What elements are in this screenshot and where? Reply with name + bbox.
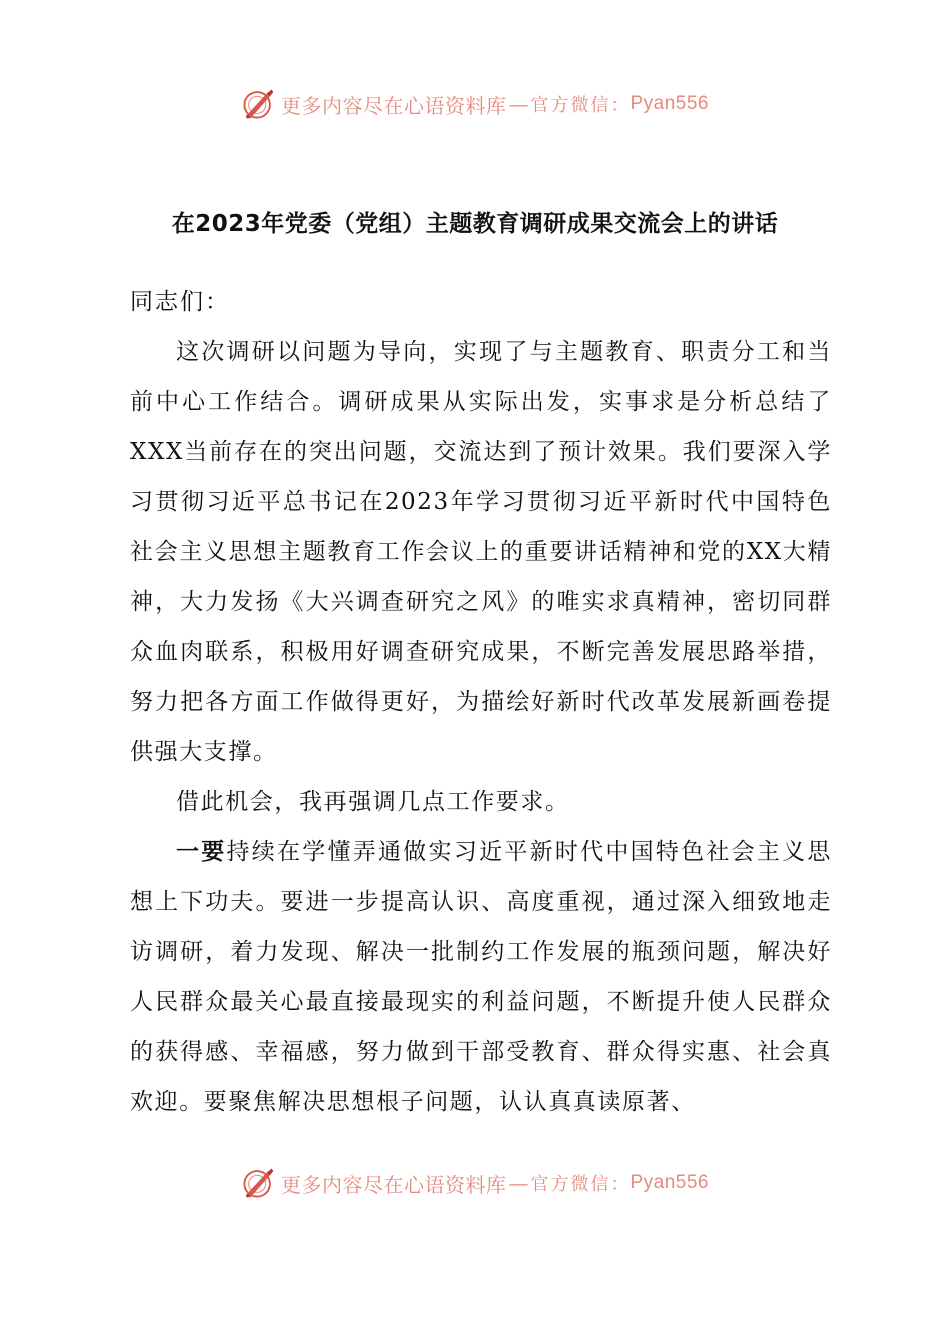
document-title: 在2023年党委（党组）主题教育调研成果交流会上的讲话 xyxy=(171,211,779,237)
paragraph xyxy=(130,827,832,1127)
header-watermark xyxy=(0,84,950,124)
watermark-account-id: Pyan556 xyxy=(630,1172,709,1193)
watermark-separator: — xyxy=(508,92,529,116)
watermark-official-label: 官方微信： xyxy=(530,95,631,116)
pen-logo-icon xyxy=(241,1166,275,1200)
paragraph-text: 持续在学懂弄通做实习近平新时代中国特色社会主义思想上下功夫。要进一步提高认识、高度重视，通过深入细致地走访调研，着力发现、解决一批制约工作发展的瓶颈问题，解决好人民群众最关心最直接最现实的利益问题，不断提升使人民群众的获得感、幸福感，努力做到干部受教育、群众得实惠、社会真欢迎。要聚焦解决思想根子问题，认认真真读原著、 xyxy=(130,839,832,1115)
watermark-text: 更多内容尽在心语资料库 xyxy=(280,93,507,118)
footer-watermark xyxy=(0,1163,950,1203)
paragraph: 这次调研以问题为导向，实现了与主题教育、职责分工和当前中心工作结合。调研成果从实际出发，实事求是分析总结了XXX当前存在的突出问题，交流达到了预计效果。我们要深入学习贯彻习近平总书记在2023年学习贯彻习近平新时代中国特色社会主义思想主题教育工作会议上的重要讲话精神和党的XX大精神，大力发扬《大兴调查研究之风》的唯实求真精神，密切同群众血肉联系，积极用好调查研究成果，不断完善发展思路举措，努力把各方面工作做得更好，为描绘好新时代改革发展新画卷提供强大支撑。 xyxy=(130,339,832,765)
pen-logo-icon xyxy=(241,87,275,121)
paragraph: 借此机会，我再强调几点工作要求。 xyxy=(176,789,570,815)
watermark-text: 更多内容尽在心语资料库 xyxy=(280,1172,507,1197)
document-body xyxy=(130,277,832,1127)
watermark-separator: — xyxy=(508,1171,529,1195)
watermark-official-label: 官方微信： xyxy=(530,1174,631,1195)
watermark-account-id: Pyan556 xyxy=(630,93,709,114)
paragraph-lead-phrase: 一要 xyxy=(176,839,227,865)
salutation: 同志们： xyxy=(130,289,230,315)
